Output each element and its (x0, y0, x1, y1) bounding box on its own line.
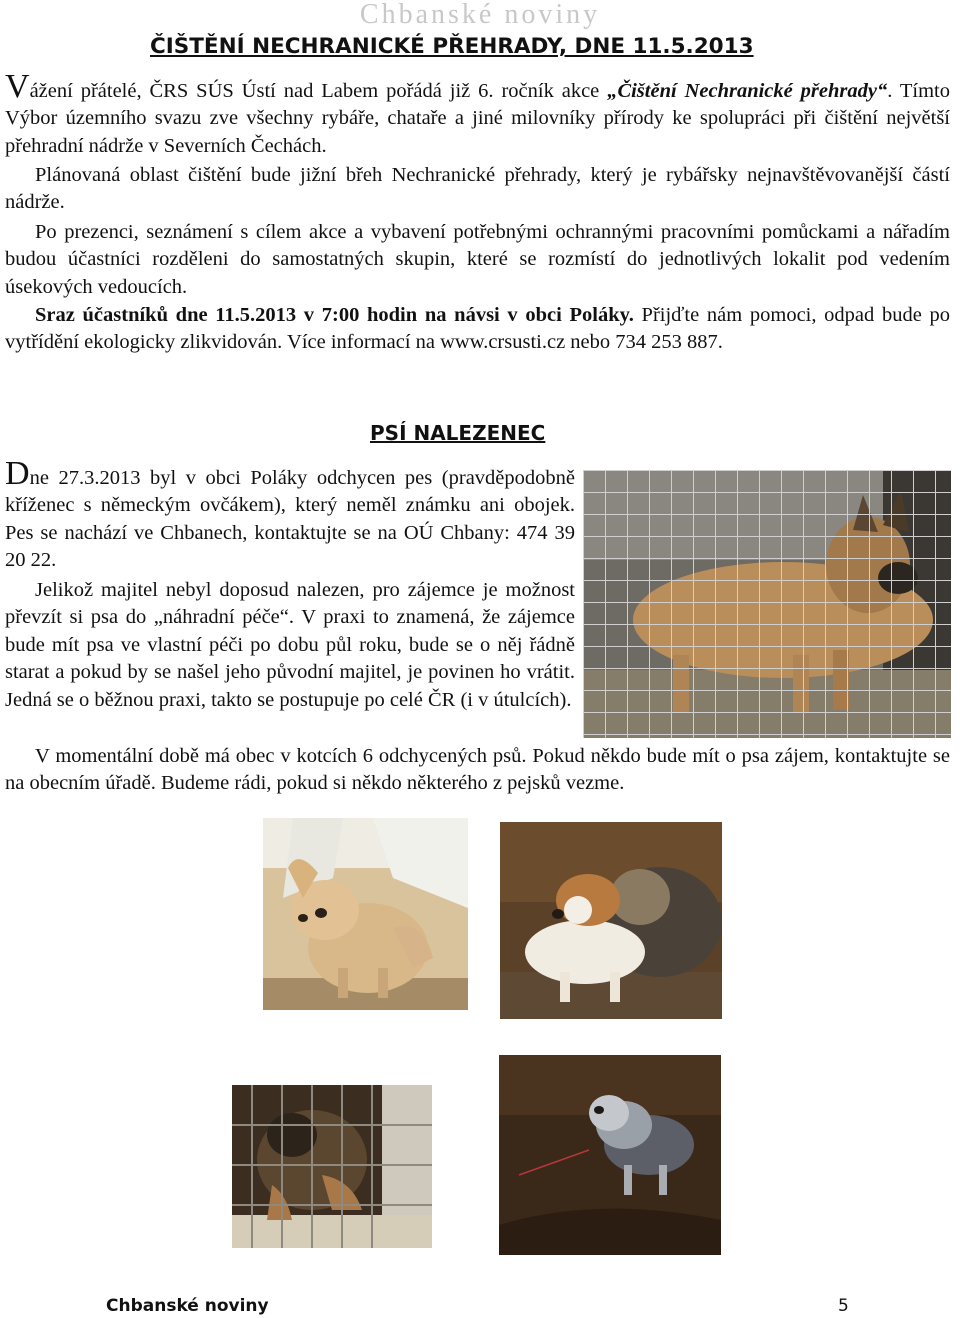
article-title-dog: PSÍ NALEZENEC (370, 421, 546, 445)
paragraph-text: . Tímto Výbor územního svazu zve všechny rybáře, chataře a jiné milovníky přírody ke spolupráci při čištění největší přehradní nádrže v Severních Čechách. (5, 80, 951, 157)
footer-publication: Chbanské noviny (106, 1296, 269, 1316)
meeting-info: Sraz účastníků dne 11.5.2013 v 7:00 hodin na návsi v obci Poláky. (35, 304, 634, 326)
article-title-cleanup: ČIŠTĚNÍ NECHRANICKÉ PŘEHRADY, DNE 11.5.2013 (150, 34, 754, 59)
dog-photo-icon (583, 470, 951, 738)
dog-photo-icon (500, 822, 722, 1019)
paragraph-foster-care: Jelikož majitel nebyl doposud nalezen, pro zájemce je možnost převzít si psa do „náhradní péče“. V praxi to znamená, že zájemce bude mít psa ve vlastní péči po dobu půl roku, bude se o něj řádně starat a pokud by se našel jeho původní majitel, je povinen ho vrátit. Jedná se o běžnou praxi, takto se postupuje po celé ČR (i v útulcích). (5, 579, 575, 711)
paragraph-kennels: V momentální době má obec v kotcích 6 odchycených psů. Pokud někdo bude mít o psa zájem, kontaktujte se na obecním úřadě. Budeme rádi, pokud si někdo některého z pejsků vezme. (5, 745, 950, 795)
dropcap: V (5, 68, 30, 105)
photo-small-dog-held (263, 818, 468, 1010)
photo-small-terrier (499, 1055, 721, 1255)
paragraph-dog-found (5, 455, 575, 575)
event-name: „Čištění Nechranické přehrady“ (607, 80, 888, 102)
dog-photo-icon (232, 1085, 432, 1248)
paragraph-text: Přijďte nám pomoci, odpad bude po vytřídění ekologicky zlikvidován. Více informací na www.crsusti.cz nebo 734 253 887. (5, 304, 950, 354)
masthead: Chbanské noviny (359, 0, 601, 30)
page-number: 5 (838, 1296, 849, 1316)
photo-dog-cage-dark (232, 1085, 432, 1248)
photo-shepherd-cage (583, 470, 951, 738)
paragraph-area: Plánovaná oblast čištění bude jižní břeh Nechranické přehrady, který je rybářsky nejnavštěvovanější částí nádrže. (5, 164, 950, 214)
paragraph-intro (5, 68, 951, 160)
paragraph-procedure: Po prezenci, seznámení s cílem akce a vybavení potřebnými ochrannými pracovními pomůckami a nářadím budou účastníci rozděleni do samostatných skupin, které se rozmístí do jednotlivých lokalit pod vedením úsekových vedoucích. (5, 221, 950, 298)
dropcap: D (5, 455, 30, 492)
paragraph-text: ne 27.3.2013 byl v obci Poláky odchycen pes (pravděpodobně kříženec s německým ovčákem), který neměl známku ani obojek. Pes se nachází ve Chbanech, kontaktujte se na OÚ Chbany: 474 39 20 22. (5, 467, 575, 572)
dog-photo-icon (263, 818, 468, 1010)
paragraph-text: ážení přátelé, ČRS SÚS Ústí nad Labem pořádá již 6. ročník akce (29, 80, 608, 102)
dog-photo-icon (499, 1055, 721, 1255)
photo-two-dogs (500, 822, 722, 1019)
paragraph-meeting (5, 302, 950, 357)
